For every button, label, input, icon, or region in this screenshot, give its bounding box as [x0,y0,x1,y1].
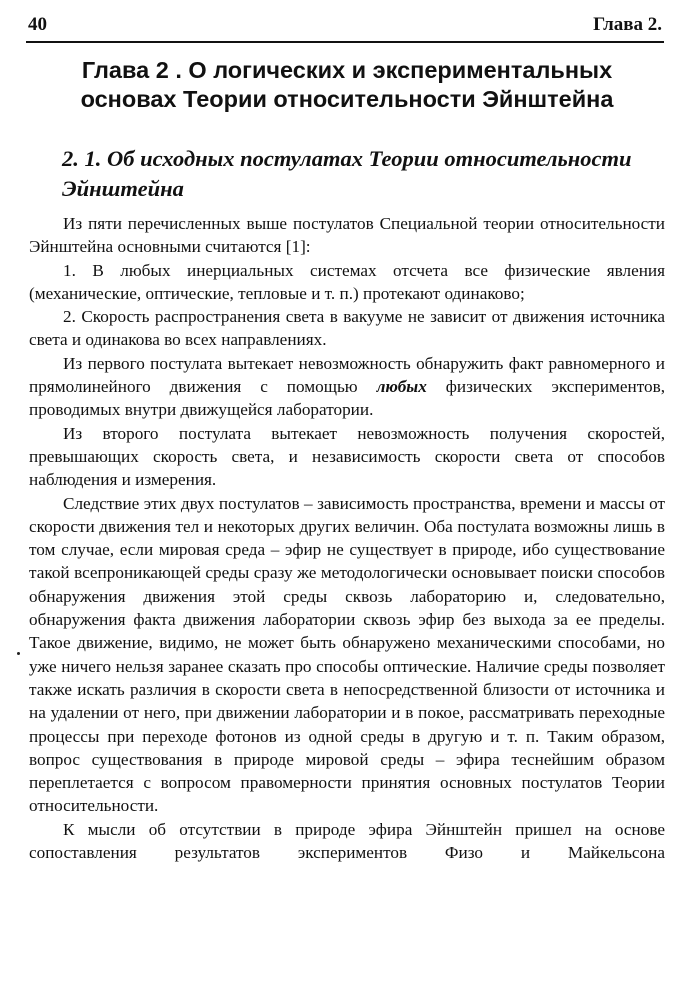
paragraph-ether: Следствие этих двух постулатов – зависимость пространства, времени и массы от скорости движения тел и некоторых других величин. Оба постулата возможны лишь в том случае, если мировая среда – эфир не существует в природе, ибо существование такой всепроникающей среды сразу же методологически основывает поиски способов обнаружения движения этой среды сквозь лабораторию и, следовательно, обнаружения факта движения лаборатории сквозь эфир без выхода за ее пределы. Такое движение, видимо, не может быть обнаружено механическими способами, но уже ничего нельзя заранее сказать про способы оптические. Наличие среды позволяет также искать различия в скорости света в непосредственной близости от источника и на удалении от него, при движении лаборатории и в покое, рассматривать переходные процессы при переходе фотонов из одной среды в другую и т. п. Таким образом, вопрос существования в природе мировой среды – эфира теснейшим образом переплетается с вопросом правомерности принятия основных постулатов Теории относительности. [29,493,665,816]
margin-speck [17,652,20,655]
section-title: 2. 1. Об исходных постулатах Теории относительности Эйнштейна [62,146,632,201]
emphasized-word: любых [376,377,427,397]
paragraph-postulate-2: 2. Скорость распространения света в вакууме не зависит от движения источника света и одинакова во всех направлениях. [29,307,665,350]
running-header [28,14,662,38]
chapter-title: Глава 2 . О логических и экспериментальных основах Теории относительности Эйнштейна [80,57,614,112]
text-span: физических экспериментов, проводимых внутри движущейся лаборатории. [29,377,665,420]
text-span: Из первого постулата вытекает невозможность обнаружить факт равномерного и прямолинейного движения с помощью [29,353,665,397]
page-number: 40 [28,14,47,35]
running-chapter-label: Глава 2. [593,14,662,35]
paragraph-closing: К мысли об отсутствии в природе эфира Эйнштейн пришел на основе сопоставления результатов экспериментов Физо и Майкельсона [29,819,665,863]
body-text [29,212,665,864]
header-rule [26,41,664,43]
paragraph-second-postulate-consequence: Из второго постулата вытекает невозможность получения скоростей, превышающих скорость света, и независимость скорости света от способов наблюдения и измерения. [29,423,665,490]
paragraph-postulate-1: 1. В любых инерциальных системах отсчета все физические явления (механические, оптические, тепловые и т. п.) протекают одинаково; [29,260,665,303]
paragraph-first-postulate-consequence [29,352,665,422]
paragraph-intro: Из пяти перечисленных выше постулатов Специальной теории относительности Эйнштейна основными считаются [1]: [29,214,665,257]
